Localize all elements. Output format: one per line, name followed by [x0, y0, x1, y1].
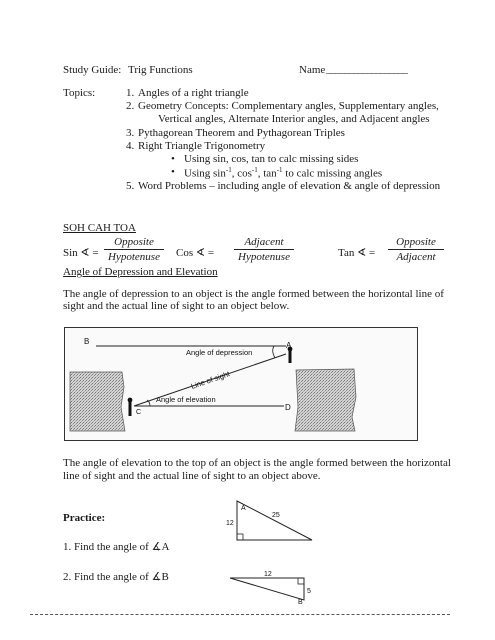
cos-label: Cos ∢ = — [176, 247, 215, 259]
triangle-a-hypotenuse-label: 25 — [272, 512, 280, 519]
tan-denominator: Adjacent — [396, 251, 436, 263]
soh-cah-toa-title: SOH CAH TOA — [63, 222, 136, 234]
triangle-a-diagram — [222, 496, 322, 544]
triangle-a-side-label: 12 — [226, 520, 234, 527]
bottom-rule — [30, 614, 450, 615]
topic-item: Word Problems – including angle of elevation & angle of depression — [138, 180, 441, 192]
tan-numerator: Opposite — [388, 236, 444, 250]
depression-paragraph-line2: sight and the actual line of sight to an object below. — [63, 300, 290, 312]
inverse-text-a: Using sin — [184, 167, 226, 180]
practice-title: Practice: — [63, 512, 106, 524]
inverse-text-b: , cos — [231, 167, 252, 180]
topic-item: Pythagorean Theorem and Pythagorean Triples — [138, 127, 345, 139]
topics-label: Topics: — [63, 87, 96, 99]
triangle-b — [230, 578, 304, 600]
label-d: D — [285, 403, 291, 412]
tan-fraction — [388, 236, 444, 263]
topic-item-continued: Vertical angles, Alternate Interior angles, and Adjacent angles — [158, 113, 430, 125]
superscript-c: -1 — [276, 166, 283, 174]
angle-depression-label: Angle of depression — [186, 348, 253, 357]
practice-question-2: 2. Find the angle of ∡B — [63, 571, 169, 583]
practice-question-1: 1. Find the angle of ∡A — [63, 541, 170, 553]
study-guide-topic: Trig Functions — [128, 64, 193, 76]
triangle-b-diagram — [226, 566, 316, 610]
triangle-b-vertex-label: B — [298, 599, 303, 606]
depression-heading: Angle of Depression and Elevation — [63, 266, 218, 278]
line-of-sight-label: Line of sight — [189, 369, 231, 391]
inverse-text-d: to calc missing angles — [282, 167, 383, 180]
right-angle-marker-b — [298, 578, 304, 584]
sin-denominator: Hypotenuse — [108, 251, 160, 263]
topic-number: 4. — [126, 140, 135, 152]
inverse-text-c: , tan — [257, 167, 277, 180]
topic-subitem-inverse — [184, 166, 382, 180]
triangle-b-side-label: 5 — [307, 588, 311, 595]
elevation-paragraph-line2: line of sight and the actual line of sight to an object above. — [63, 470, 321, 482]
triangle-a — [237, 501, 312, 540]
angle-elevation-label: Angle of elevation — [156, 395, 216, 404]
tan-label: Tan ∢ = — [338, 247, 376, 259]
right-cliff — [295, 369, 356, 431]
topic-number: 2. — [126, 100, 135, 112]
right-angle-marker — [237, 534, 243, 540]
triangle-b-top-label: 12 — [264, 571, 272, 578]
name-label: Name — [299, 64, 326, 76]
topic-number: 3. — [126, 127, 135, 139]
topic-subitem: Using sin, cos, tan to calc missing sides — [184, 153, 359, 165]
cos-numerator: Adjacent — [234, 236, 294, 250]
sin-label: Sin ∢ = — [63, 247, 99, 259]
name-blank: __________________ — [326, 63, 407, 75]
bullet-icon: • — [171, 166, 175, 178]
depression-paragraph-line1: The angle of depression to an object is the angle formed between the horizontal line of — [63, 288, 444, 300]
superscript-b: -1 — [251, 166, 258, 174]
topic-item: Geometry Concepts: Complementary angles, Supplementary angles, — [138, 100, 439, 112]
topic-number: 5. — [126, 180, 135, 192]
cos-denominator: Hypotenuse — [238, 251, 290, 263]
elevation-paragraph-line1: The angle of elevation to the top of an object is the angle formed between the horizontal — [63, 457, 451, 469]
study-guide-label: Study Guide: — [63, 64, 122, 76]
topic-item: Right Triangle Trigonometry — [138, 140, 266, 152]
sin-numerator: Opposite — [104, 236, 164, 250]
superscript-a: -1 — [225, 166, 232, 174]
topic-item: Angles of a right triangle — [138, 87, 249, 99]
label-c: C — [136, 409, 142, 416]
triangle-a-vertex-label: A — [241, 505, 246, 512]
label-b: B — [84, 337, 90, 346]
left-cliff — [70, 372, 125, 431]
sin-fraction — [104, 236, 164, 263]
cos-fraction — [234, 236, 294, 263]
topic-number: 1. — [126, 87, 135, 99]
label-a: A — [286, 341, 292, 350]
bullet-icon: • — [171, 153, 175, 165]
elevation-depression-figure — [64, 327, 418, 441]
